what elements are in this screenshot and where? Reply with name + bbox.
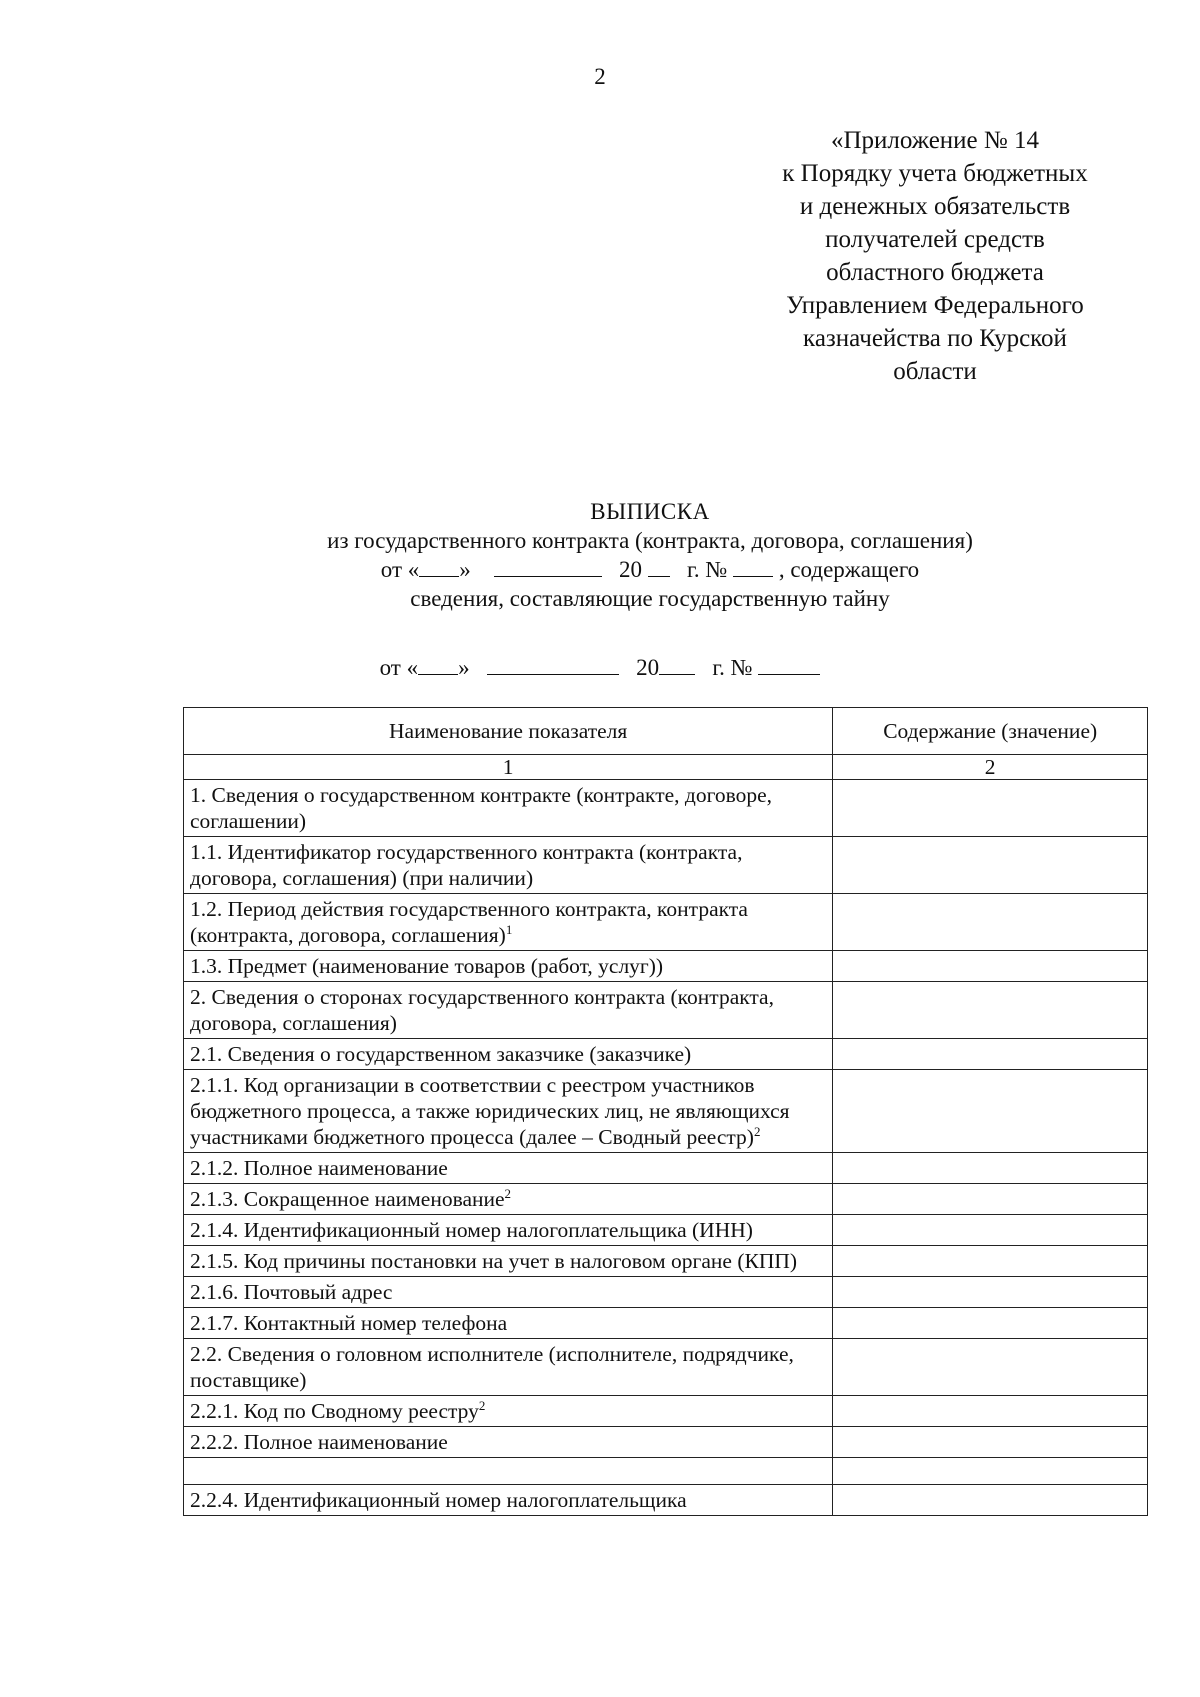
indicator-name-text: 1.1. Идентификатор государственного контракта (контракта, договора, соглашения) (при наличии): [190, 840, 743, 890]
page-number: 2: [594, 64, 606, 89]
indicator-name-cell: [184, 1039, 833, 1070]
content-value-cell: [833, 1427, 1148, 1458]
table-row: [184, 1153, 1148, 1184]
indicator-name-text: 2.2.1. Код по Сводному реестру: [190, 1399, 479, 1423]
table-row: [184, 780, 1148, 837]
indicator-name-text: 2.1. Сведения о государственном заказчике (заказчике): [190, 1042, 692, 1066]
contract-line-suffix: , содержащего: [778, 557, 920, 582]
contract-number-blank: [733, 556, 773, 577]
table-row: [184, 1246, 1148, 1277]
appendix-line: областного бюджета: [826, 259, 1044, 286]
footnote-marker: 1: [505, 921, 513, 937]
table-row: [184, 1396, 1148, 1427]
contract-month-blank: [494, 556, 602, 577]
table-row: [184, 1070, 1148, 1153]
appendix-line: к Порядку учета бюджетных: [782, 160, 1088, 187]
indicator-name-cell: [184, 780, 833, 837]
content-value-cell: [833, 1070, 1148, 1153]
indicator-name-text: 2.1.7. Контактный номер телефона: [190, 1311, 508, 1335]
contract-date-prefix: от «: [380, 557, 420, 582]
indicator-name-cell: [184, 1485, 833, 1516]
header-content-value: Содержание (значение): [833, 708, 1148, 755]
content-value-cell: [833, 951, 1148, 982]
table-row: [184, 1485, 1148, 1516]
table-row: [184, 1458, 1148, 1485]
indicator-name-text: 2.1.4. Идентификационный номер налогоплательщика (ИНН): [190, 1218, 753, 1242]
content-value-cell: [833, 1485, 1148, 1516]
contract-number-label: г. №: [687, 557, 728, 582]
contract-date-quote: »: [459, 557, 471, 582]
indicator-name-cell: [184, 1246, 833, 1277]
table-row: [184, 1339, 1148, 1396]
indicator-name-text: 1.3. Предмет (наименование товаров (работ, услуг)): [190, 954, 664, 978]
indicator-name-cell: [184, 1458, 833, 1485]
extract-date-quote: »: [458, 655, 470, 680]
indicators-table: [183, 707, 1148, 1516]
table-row: [184, 1308, 1148, 1339]
indicator-name-cell: [184, 1153, 833, 1184]
appendix-line: Управлением Федерального: [786, 292, 1084, 319]
extract-number-label: г. №: [712, 655, 753, 680]
indicator-name-cell: [184, 1070, 833, 1153]
indicator-name-cell: [184, 982, 833, 1039]
indicator-name-cell: [184, 1396, 833, 1427]
extract-year-blank: [659, 654, 695, 675]
indicator-name-text: 2.2. Сведения о головном исполнителе (исполнителе, подрядчике, поставщике): [190, 1342, 794, 1392]
indicator-name-cell: [184, 1308, 833, 1339]
indicator-name-text: 2.2.4. Идентификационный номер налогоплательщика: [190, 1488, 687, 1512]
table-row: [184, 1277, 1148, 1308]
header-indicator-name: Наименование показателя: [184, 708, 833, 755]
document-subtitle: из государственного контракта (контракта, договора, соглашения): [327, 528, 973, 553]
table-row: [184, 837, 1148, 894]
footnote-marker: 2: [753, 1123, 761, 1139]
indicator-name-text: 2.2.2. Полное наименование: [190, 1430, 448, 1454]
appendix-line: получателей средств: [825, 226, 1045, 253]
content-value-cell: [833, 982, 1148, 1039]
indicator-name-text: 2.1.5. Код причины постановки на учет в налоговом органе (КПП): [190, 1249, 798, 1273]
extract-day-blank: [418, 654, 458, 675]
indicator-name-text: 2.1.6. Почтовый адрес: [190, 1280, 393, 1304]
content-value-cell: [833, 1308, 1148, 1339]
indicator-name-cell: [184, 894, 833, 951]
content-value-cell: [833, 1215, 1148, 1246]
indicator-name-text: 1. Сведения о государственном контракте (контракте, договоре, соглашении): [190, 783, 773, 833]
indicator-name-cell: [184, 1427, 833, 1458]
indicator-name-text: 2. Сведения о сторонах государственного контракта (контракта, договора, соглашения): [190, 985, 774, 1035]
table-row: [184, 982, 1148, 1039]
content-value-cell: [833, 1339, 1148, 1396]
extract-date-prefix: от «: [379, 655, 419, 680]
document-subtitle-2: сведения, составляющие государственную тайну: [410, 586, 890, 611]
content-value-cell: [833, 1458, 1148, 1485]
indicator-name-text: 2.1.1. Код организации в соответствии с реестром участников бюджетного процесса, а также юридических лиц, не являющихся участниками бюджетного процесса (далее – Сводный реестр): [190, 1073, 790, 1149]
content-value-cell: [833, 1246, 1148, 1277]
indicator-name-cell: [184, 951, 833, 982]
content-value-cell: [833, 780, 1148, 837]
table-row: [184, 1215, 1148, 1246]
contract-year-blank: [648, 556, 670, 577]
content-value-cell: [833, 1153, 1148, 1184]
contract-day-blank: [419, 556, 459, 577]
table-row: [184, 1039, 1148, 1070]
column-number-1: 1: [184, 755, 833, 780]
table-row: [184, 894, 1148, 951]
appendix-line: области: [893, 358, 977, 385]
indicator-name-text: 1.2. Период действия государственного контракта, контракта (контракта, договора, соглашения): [190, 897, 748, 947]
footnote-marker: 2: [504, 1185, 512, 1201]
contract-date-line: [200, 555, 1100, 584]
indicator-name-cell: [184, 1184, 833, 1215]
appendix-header: [745, 124, 1125, 388]
column-number-row: [184, 755, 1148, 780]
document-title-block: [200, 497, 1100, 613]
content-value-cell: [833, 1277, 1148, 1308]
indicator-name-cell: [184, 1215, 833, 1246]
content-value-cell: [833, 894, 1148, 951]
footnote-marker: 2: [478, 1397, 486, 1413]
table-header-row: [184, 708, 1148, 755]
content-value-cell: [833, 1039, 1148, 1070]
content-value-cell: [833, 1184, 1148, 1215]
content-value-cell: [833, 1396, 1148, 1427]
appendix-line: «Приложение № 14: [830, 127, 1040, 154]
indicator-name-cell: [184, 1339, 833, 1396]
extract-date-line: [0, 654, 1200, 681]
indicator-name-text: 2.1.2. Полное наименование: [190, 1156, 448, 1180]
content-value-cell: [833, 837, 1148, 894]
column-number-2: 2: [833, 755, 1148, 780]
appendix-line: и денежных обязательств: [799, 193, 1071, 220]
indicator-name-text: 2.1.3. Сокращенное наименование: [190, 1187, 505, 1211]
indicator-name-cell: [184, 837, 833, 894]
extract-number-blank: [758, 654, 820, 675]
table-row: [184, 951, 1148, 982]
table-row: [184, 1184, 1148, 1215]
appendix-line: казначейства по Курской: [803, 325, 1067, 352]
indicator-name-cell: [184, 1277, 833, 1308]
document-heading: ВЫПИСКА: [590, 499, 710, 524]
extract-year-label: 20: [636, 655, 660, 680]
extract-month-blank: [487, 654, 619, 675]
table-row: [184, 1427, 1148, 1458]
contract-year-label: 20: [619, 557, 643, 582]
